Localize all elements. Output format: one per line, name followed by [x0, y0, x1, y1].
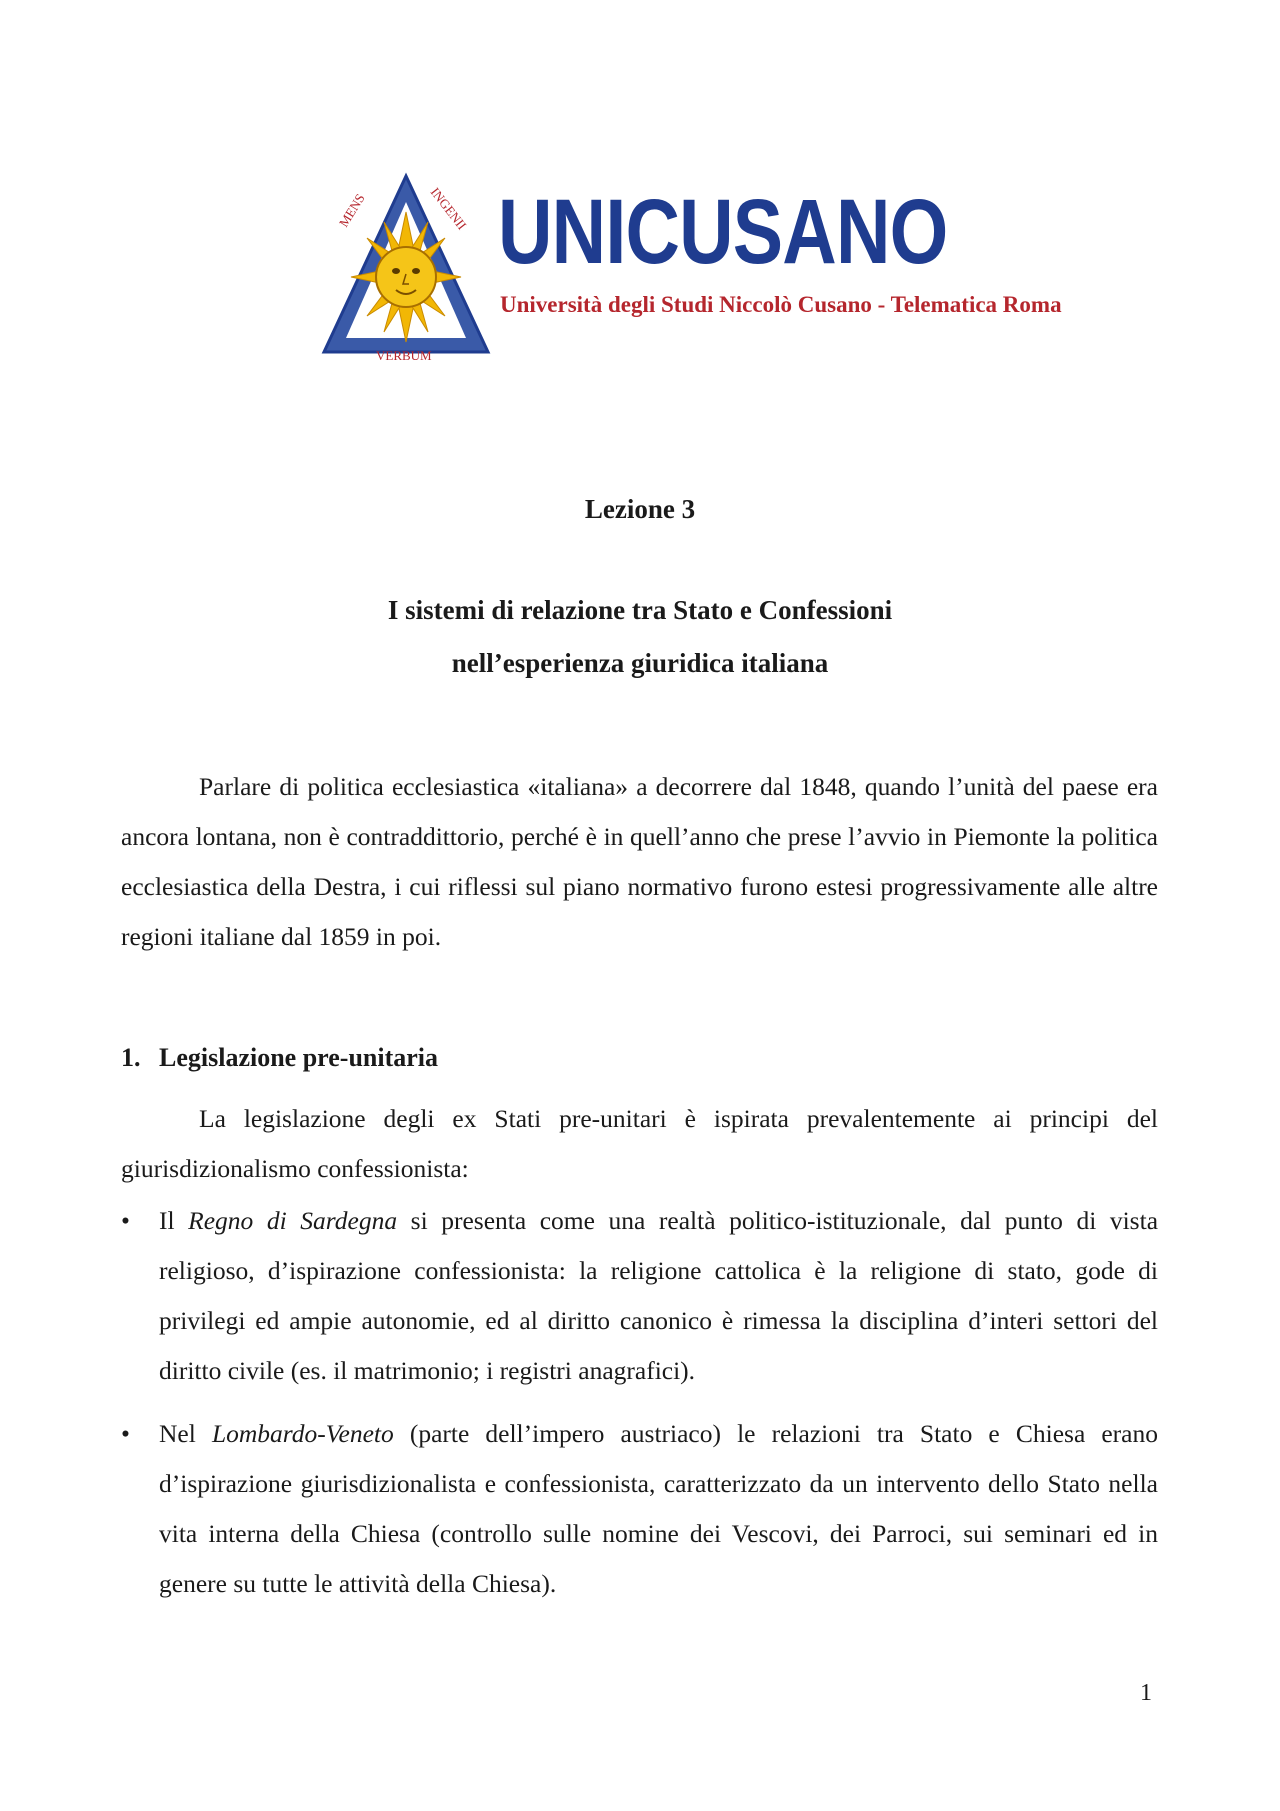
- sun-emblem-icon: [318, 172, 494, 362]
- lesson-title-line-2: nell’esperienza giuridica italiana: [451, 648, 829, 678]
- emblem-word-verbum: VERBUM: [376, 348, 432, 362]
- bullet-marker: •: [121, 1419, 130, 1448]
- section-heading: [121, 1043, 438, 1073]
- bullet-prefix: Il: [159, 1206, 189, 1235]
- lesson-number: Lezione 3: [584, 494, 696, 524]
- bullet-prefix: Nel: [159, 1419, 212, 1448]
- section-number: 1.: [121, 1043, 141, 1072]
- bullet-emphasis: Regno di Sardegna: [188, 1206, 398, 1235]
- brand-wordmark: UNICUSANO: [498, 181, 948, 283]
- bullet-text: si presenta come una realtà politico-istituzionale, dal punto di vista religioso, d’ispirazione confessionista: la religione cattolica è la religione di stato, gode di privilegi ed ampie autonomie, ed al diritto canonico è rimessa la disciplina d’interi settori del diritto civile (es. il matrimonio; i registri anagrafici).: [159, 1206, 1159, 1385]
- bullet-text: (parte dell’impero austriaco) le relazioni tra Stato e Chiesa erano d’ispirazione giurisdizionalista e confessionista, caratterizzato da un intervento dello Stato nella vita interna della Chiesa (controllo sulle nomine dei Vescovi, dei Parroci, sui seminari ed in genere su tutte le attività della Chiesa).: [159, 1419, 1158, 1598]
- intro-paragraph: Parlare di politica ecclesiastica «italiana» a decorrere dal 1848, quando l’unità del paese era ancora lontana, non è contraddittorio, perché è in quell’anno che prese l’avvio in Piemonte la politica ecclesiastica della Destra, i cui riflessi sul piano normativo furono estesi progressivamente alle altre regioni italiane dal 1859 in poi.: [121, 772, 1158, 951]
- bullet-marker: •: [121, 1206, 130, 1235]
- emblem-word-mens: MENS: [335, 191, 368, 230]
- brand-subtitle: Università degli Studi Niccolò Cusano - Telematica Roma: [500, 292, 1062, 317]
- page-number: 1: [1140, 1680, 1152, 1706]
- university-logo: [318, 172, 1062, 362]
- lesson-title-line-1: I sistemi di relazione tra Stato e Confessioni: [387, 595, 893, 625]
- bullet-list-item: [121, 1196, 1158, 1396]
- emblem-word-ingenii: INGENII: [427, 184, 470, 233]
- section-paragraph: La legislazione degli ex Stati pre-unitari è ispirata prevalentemente ai principi del giurisdizionalismo confessionista:: [121, 1104, 1158, 1183]
- bullet-list-item: [121, 1409, 1158, 1609]
- section-title: Legislazione pre-unitaria: [159, 1043, 439, 1072]
- bullet-emphasis: Lombardo-Veneto: [211, 1419, 394, 1448]
